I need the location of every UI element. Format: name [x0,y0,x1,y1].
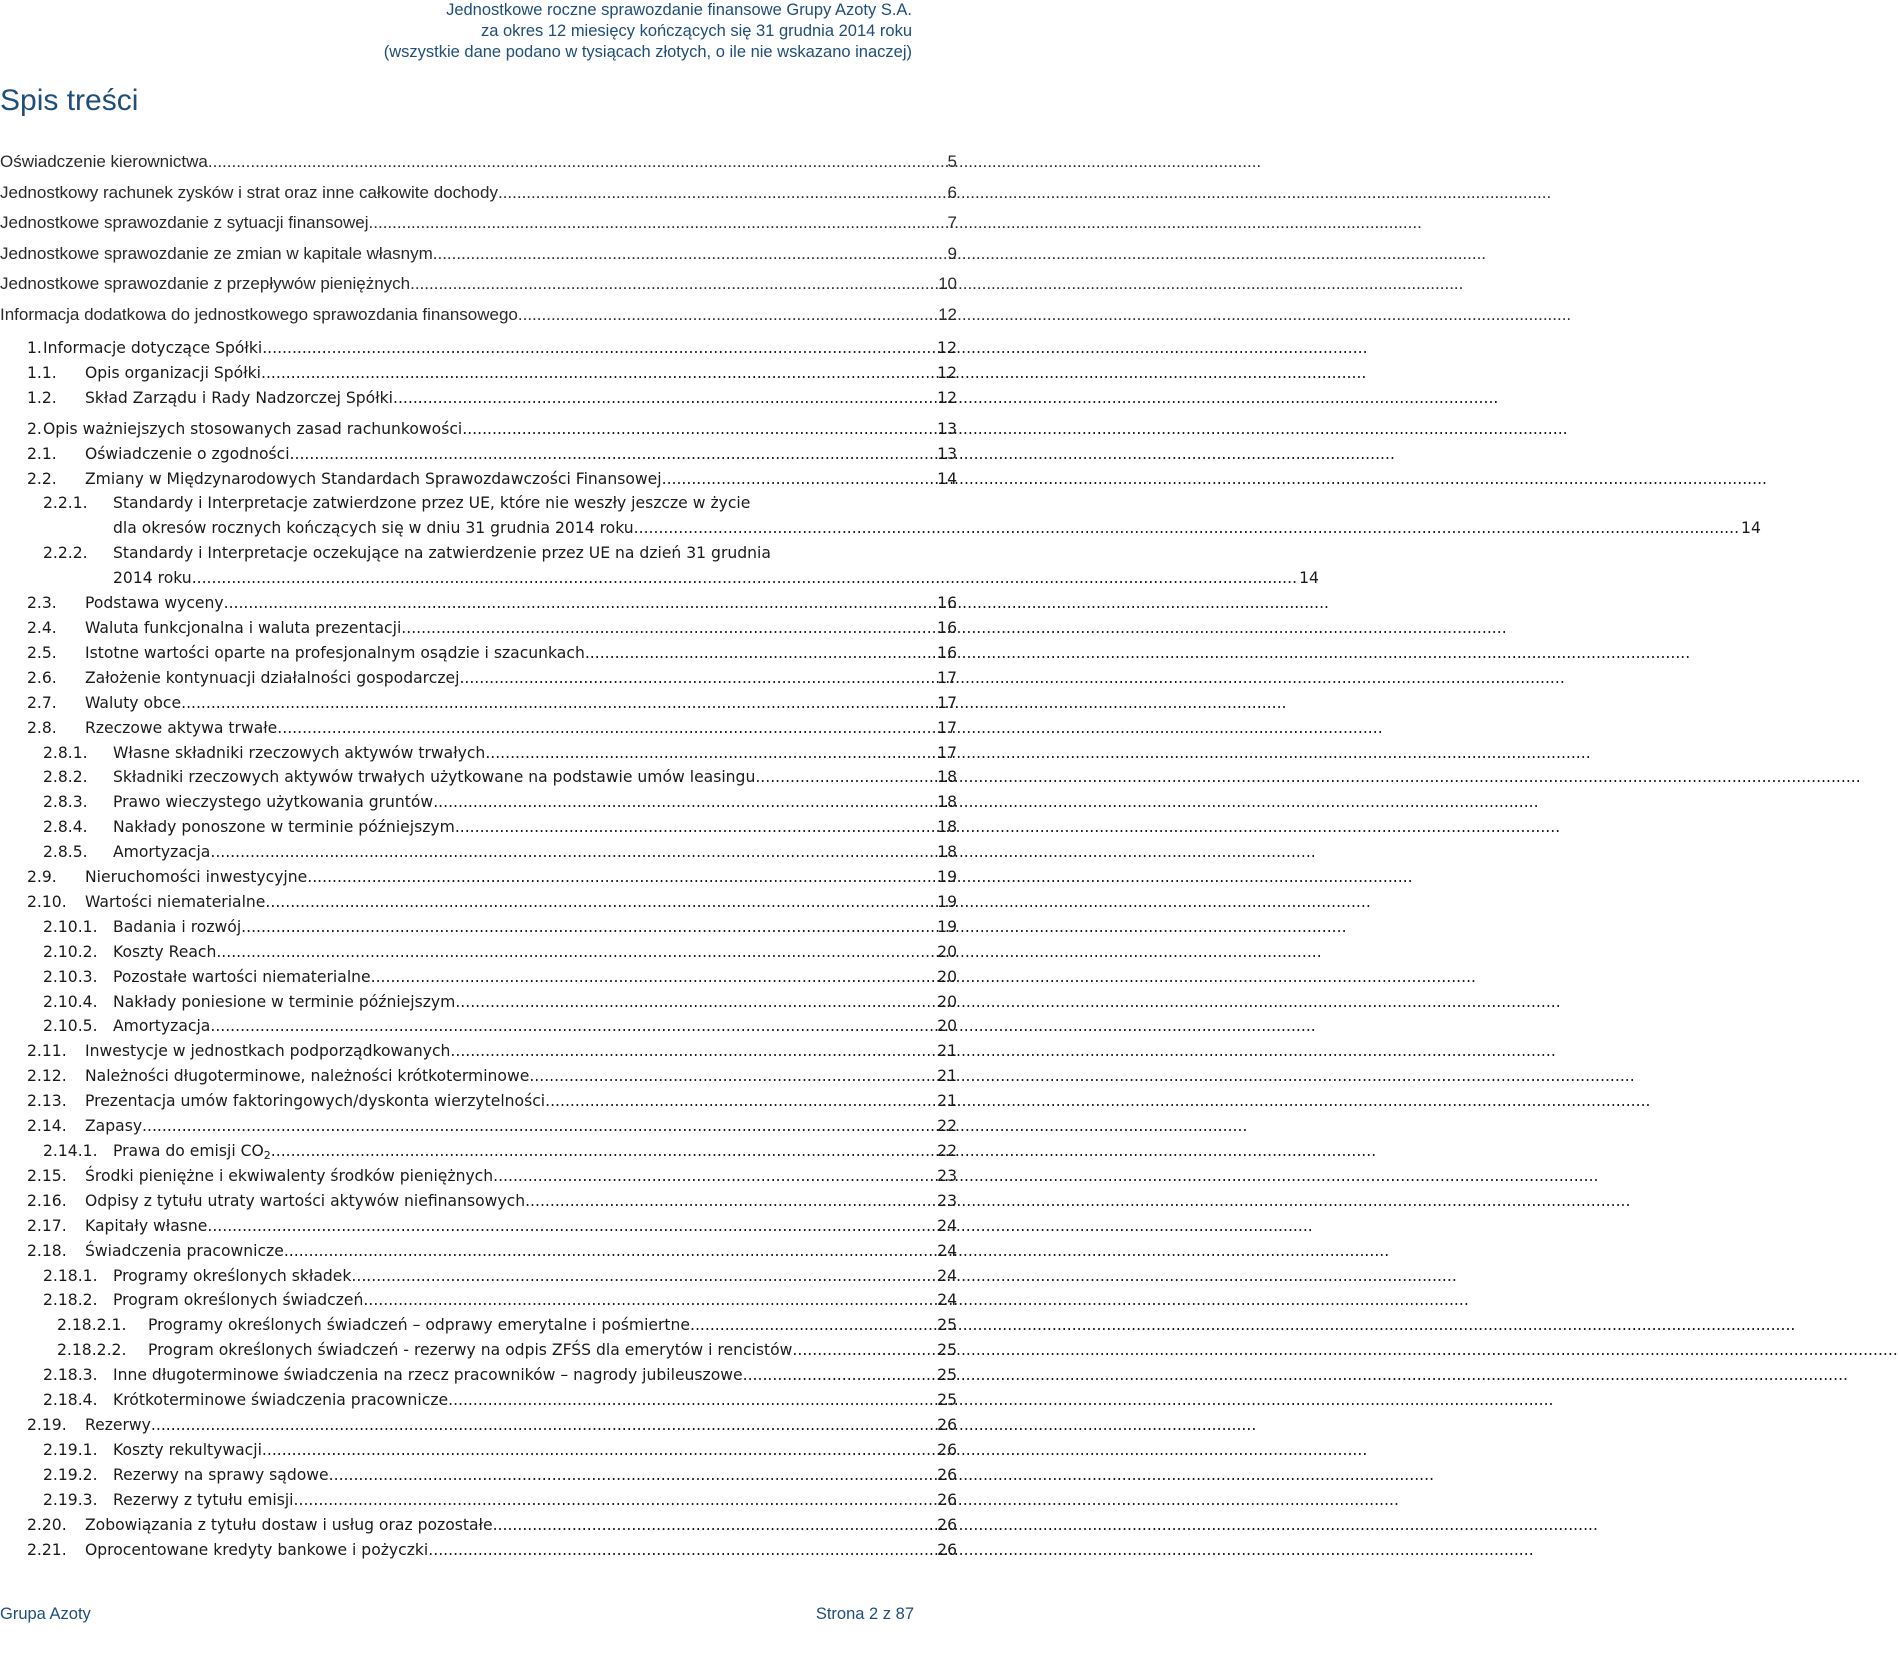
toc-entry-page: 24 [937,1291,957,1310]
toc-entry-number: 2.10.1. [43,917,98,936]
toc-entry[interactable] [0,1139,957,1164]
toc-dot-leader [262,336,935,361]
toc-entry-page: 22 [937,1117,957,1136]
toc-entry-title: Zmiany w Międzynarodowych Standardach Sprawozdawczości Finansowej [85,469,662,488]
toc-entry[interactable] [0,765,957,790]
toc-entry-page: 21 [937,1092,957,1111]
toc-entry[interactable] [0,1313,957,1338]
toc-entry-page: 16 [937,618,957,637]
toc-dot-leader [290,442,936,467]
toc-entry-number: 2.18.1. [43,1266,98,1285]
toc-dot-leader [518,300,936,331]
toc-entry[interactable] [0,1214,957,1239]
toc-entry-title: Informacje dotyczące Spółki [43,339,263,357]
toc-entry-page: 25 [937,1366,957,1385]
toc-entry-number: 2.10.2. [43,942,98,961]
toc-entry-number: 2.5. [27,643,57,662]
page-footer [0,1605,914,1624]
toc-entry-page: 14 [1741,519,1761,538]
toc-entry-title: Odpisy z tytułu utraty wartości aktywów niefinansowych [85,1191,526,1210]
toc-dot-leader [450,1039,935,1064]
toc-entry-title: Prawa do emisji $CO_2$ [113,1142,271,1162]
toc-dot-leader [393,386,935,411]
toc-entry-page: 24 [937,1241,957,1260]
toc-entry-title: Jednostkowe sprawozdanie z przepływów pieniężnych [0,274,411,293]
toc-entry[interactable] [0,790,957,815]
toc-entry-title: Opis ważniejszych stosowanych zasad rachunkowości [43,419,463,438]
toc-dot-leader [151,1413,935,1438]
toc-entry-number: 2.9. [27,868,57,887]
toc-entry[interactable] [0,741,957,766]
toc-entry[interactable] [0,940,957,965]
toc-entry-title: Jednostkowe sprawozdanie ze zmian w kapitale własnym [0,243,433,263]
header-period: za okres 12 miesięcy kończących się 31 grudnia 2014 roku [480,22,912,40]
toc-entry-page: 18 [937,768,957,787]
toc-entry-title: Amortyzacja [113,1017,211,1036]
toc-entry-title: Opis organizacji Spółki [85,363,262,382]
toc-entry-number: 2.19.1. [43,1440,98,1459]
toc-entry-title: Rezerwy na sprawy sądowe [113,1465,329,1484]
toc-entry-page: 26 [937,1465,957,1484]
toc-dot-leader [401,616,935,641]
toc-entry[interactable] [0,1039,957,1064]
toc-dot-leader [181,691,935,716]
toc-dot-leader [662,467,936,492]
toc-entry-title: Koszty rekultywacji [113,1440,262,1459]
toc-entry-page: 18 [937,843,957,862]
toc-entry-page: 16 [937,643,957,662]
toc-entry[interactable] [0,1288,957,1313]
toc-dot-leader [369,208,946,239]
toc-entry[interactable] [0,386,957,411]
toc-entry-title: dla okresów rocznych kończących się w dniu 31 grudnia 2014 roku [113,519,634,538]
toc-entry-subscript: 2 [263,1149,271,1162]
toc-entry-page: 6 [947,182,957,202]
toc-entry[interactable] [0,1438,957,1463]
toc-entry-number: 2.17. [27,1216,67,1235]
toc-dot-leader [142,1114,935,1139]
toc-entry-number: 2.14. [27,1117,67,1136]
toc-entry-number: 2.10.4. [43,992,98,1011]
toc-entry[interactable] [0,1338,957,1363]
toc-entry-number: 2.14.1. [43,1142,98,1160]
toc-entry-number: 2.10.5. [43,1017,98,1036]
toc-entry-title: Prawo wieczystego użytkowania gruntów [113,793,434,812]
toc-entry[interactable] [0,1164,957,1189]
toc-entry[interactable] [0,1014,957,1039]
toc-entry-number: 2.8.1. [43,743,88,762]
toc-entry-number: 2.4. [27,618,57,637]
toc-entry-title: Program określonych świadczeń - rezerwy na odpis ZFŚS dla emerytów i rencistów [148,1341,793,1360]
toc-entry-title: 2014 roku [113,569,192,588]
toc-dot-leader [428,1538,935,1563]
toc-entry[interactable] [0,1264,957,1289]
toc-entry-number: 2.2.2. [43,544,88,563]
toc-entry-page: 7 [947,213,957,232]
toc-dot-leader [261,361,935,386]
toc-entry-number: 1. [27,339,42,357]
toc-entry-page: 12 [937,363,957,382]
toc-entry-number: 2.8.3. [43,793,88,812]
toc-dot-leader [525,1189,935,1214]
toc-entry[interactable] [0,417,957,442]
toc-entry-page: 24 [937,1266,957,1285]
toc-dot-leader [455,990,935,1015]
toc-dot-leader [207,1214,935,1239]
toc-entry-title: Nieruchomości inwestycyjne [85,868,308,887]
toc-entry-page: 21 [937,1067,957,1086]
toc-entry[interactable] [0,1089,957,1114]
toc-entry-title: Skład Zarządu i Rady Nadzorczej Spółki [85,388,394,407]
toc-entry-title: Oprocentowane kredyty bankowe i pożyczki [85,1540,429,1559]
toc-entry[interactable] [0,915,957,940]
toc-entry-title: Badania i rozwój [113,917,242,936]
toc-entry-title: Rezerwy [85,1415,151,1434]
toc-entry-number: 2.18.2. [43,1291,98,1310]
footer-page-number: Strona 2 z 87 [815,1605,914,1623]
toc-entry-number: 2.19.3. [43,1490,98,1509]
page-header [384,0,912,63]
toc-entry[interactable] [0,239,957,270]
toc-entry[interactable] [0,641,957,666]
toc-entry-page: 19 [937,917,957,936]
toc-entry-title: Założenie kontynuacji działalności gospodarczej [85,668,460,687]
toc-entry[interactable] [0,1114,957,1139]
toc-entry-page: 23 [937,1191,957,1210]
toc-entry-number: 2.2.1. [43,494,88,513]
toc-entry[interactable] [0,815,957,840]
toc-entry-title: Krótkoterminowe świadczenia pracownicze [113,1391,449,1410]
toc-entry-title: Amortyzacja [113,843,211,862]
toc-entry[interactable] [0,1363,957,1388]
toc-entry-page: 16 [937,594,957,613]
toc-entry-number: 2.18.4. [43,1391,98,1410]
toc-entry-page: 17 [937,668,957,687]
toc-dot-leader [493,1513,936,1538]
toc-dot-leader [755,765,935,790]
toc-entry-page: 19 [937,868,957,887]
toc-entry[interactable] [0,442,957,467]
toc-dot-leader [277,716,935,741]
toc-entry[interactable] [0,840,957,865]
toc-dot-leader [529,1064,935,1089]
toc-entry-title: Standardy i Interpretacje oczekujące na zatwierdzenie przez UE na dzień 31 grudnia [113,544,771,563]
toc-entry-number: 2.8.5. [43,843,88,862]
toc-entry-number: 2.10. [27,892,67,911]
toc-entry-page: 19 [937,892,957,911]
toc-dot-leader [485,741,935,766]
toc-entry-page: 20 [937,1017,957,1036]
toc-dot-leader [351,1264,935,1289]
toc-entry-number: 2.18.2.2. [57,1341,127,1360]
toc-entry[interactable] [0,865,957,890]
toc-dot-leader [284,1239,935,1264]
toc-entry-title: Zobowiązania z tytułu dostaw i usług oraz pozostałe [85,1515,493,1534]
toc-entry-title: Oświadczenie kierownictwa [0,152,208,171]
toc-entry-number: 2.10.3. [43,967,98,986]
toc-entry-title: Zapasy [85,1117,143,1136]
toc-entry-number: 2.19.2. [43,1465,98,1484]
toc-entry-page: 9 [947,243,957,263]
toc-entry-page: 14 [1299,569,1319,588]
toc-entry[interactable] [0,269,957,300]
toc-dot-leader [455,815,935,840]
toc-entry[interactable] [0,990,957,1015]
toc-entry-page: 20 [937,942,957,961]
toc-entry[interactable] [0,361,957,386]
toc-dot-leader [498,178,946,209]
toc-entry-number: 2.3. [27,594,57,613]
toc-entry-title: Inwestycje w jednostkach podporządkowanych [85,1042,451,1061]
toc-entry[interactable] [0,1239,957,1264]
toc-entry-title: Oświadczenie o zgodności [85,444,290,463]
toc-entry-title: Programy określonych świadczeń – odprawy emerytalne i pośmiertne [148,1316,691,1335]
toc-entry-page: 13 [937,419,957,438]
header-title: Jednostkowe roczne sprawozdanie finansowe Grupy Azoty S.A. [446,1,912,19]
toc-dot-leader [210,840,935,865]
toc-entry[interactable] [0,965,957,990]
toc-entry-page: 18 [937,793,957,812]
toc-dot-leader [792,1338,935,1363]
toc-entry[interactable] [0,491,1761,541]
toc-entry-title: Pozostałe wartości niematerialne [113,967,371,986]
toc-entry-title: Informacja dodatkowa do jednostkowego sprawozdania finansowego [0,304,518,324]
toc-entry[interactable] [0,1488,957,1513]
toc-entry-number: 2.8.2. [43,768,88,787]
toc-entry-title: Nakłady poniesione w terminie późniejszym [113,992,456,1011]
toc-entry-page: 17 [937,693,957,712]
toc-dot-leader [448,1388,935,1413]
toc-dot-leader [585,641,935,666]
toc-entry-title: Standardy i Interpretacje zatwierdzone przez UE, które nie weszły jeszcze w życie [113,494,751,513]
toc-entry[interactable] [0,1064,957,1089]
toc-entry[interactable] [0,1513,957,1538]
toc-dot-leader [210,1014,935,1039]
toc-entry-page: 26 [937,1515,957,1534]
toc-entry-title: Własne składniki rzeczowych aktywów trwałych [113,743,486,762]
toc-entry-number: 2.19. [27,1415,67,1434]
toc-entry-page: 14 [937,469,957,488]
toc-dot-leader [241,915,935,940]
toc-entry-title: Kapitały własne [85,1216,208,1235]
toc-entry-page: 17 [937,743,957,762]
table-of-contents [0,147,1761,1562]
toc-entry-page: 12 [937,339,957,357]
toc-entry-page: 26 [937,1415,957,1434]
toc-entry[interactable] [0,1189,957,1214]
toc-dot-leader [634,516,1739,541]
toc-entry-page: 12 [938,304,957,324]
toc-entry-page: 23 [937,1166,957,1185]
toc-entry-title: Istotne wartości oparte na profesjonalnym osądzie i szacunkach [85,643,585,662]
toc-entry-number: 2.18. [27,1241,67,1260]
toc-entry[interactable] [0,591,957,616]
toc-entry-number: 1.2. [27,388,57,407]
toc-entry[interactable] [0,1413,957,1438]
toc-entry-number: 2.8. [27,718,57,737]
toc-entry-page: 20 [937,967,957,986]
toc-dot-leader [271,1139,935,1164]
toc-entry-title: Inne długoterminowe świadczenia na rzecz pracowników – nagrody jubileuszowe [113,1366,743,1385]
toc-entry-title: Jednostkowy rachunek zysków i strat oraz inne całkowite dochody [0,182,498,202]
toc-entry-number: 2.21. [27,1540,67,1559]
toc-entry-title: Koszty Reach [113,942,217,961]
toc-entry-title: Podstawa wyceny [85,594,224,613]
toc-entry-title: Wartości niematerialne [85,892,266,911]
toc-entry[interactable] [0,616,957,641]
toc-entry-number: 2.2. [27,469,57,488]
toc-entry-page: 5 [947,152,957,171]
toc-entry-page: 17 [937,718,957,737]
toc-entry-title: Waluta funkcjonalna i waluta prezentacji [85,618,402,637]
footer-company: Grupa Azoty [0,1605,91,1623]
toc-entry-number: 2.13. [27,1092,67,1111]
toc-entry-title: Programy określonych składek [113,1266,352,1285]
toc-entry[interactable] [0,336,957,361]
toc-dot-leader [462,417,935,442]
toc-dot-leader [265,890,935,915]
toc-dot-leader [690,1313,935,1338]
toc-entry-page: 25 [937,1391,957,1410]
toc-dot-leader [329,1463,936,1488]
toc-entry[interactable] [0,1538,957,1563]
toc-entry-number: 2.6. [27,668,57,687]
toc-entry[interactable] [0,467,957,492]
toc-entry-title: Należności długoterminowe, należności krótkoterminowe [85,1067,530,1086]
toc-entry-page: 25 [937,1316,957,1335]
toc-entry[interactable] [0,666,957,691]
toc-entry-number: 2.18.3. [43,1366,98,1385]
toc-entry-number: 2.1. [27,444,57,463]
toc-entry-number: 2.18.2.1. [57,1316,127,1335]
toc-dot-leader [410,269,936,300]
toc-entry-title: Rezerwy z tytułu emisji [113,1490,294,1509]
toc-entry-title: Składniki rzeczowych aktywów trwałych użytkowane na podstawie umów leasingu [113,768,756,787]
toc-entry-page: 25 [937,1341,957,1360]
toc-entry[interactable] [0,716,957,741]
toc-entry-number: 2.11. [27,1042,67,1061]
toc-entry-number: 2.8.4. [43,818,88,837]
toc-dot-leader [307,865,935,890]
toc-entry-number: 2.12. [27,1067,67,1086]
toc-entry[interactable] [0,541,1319,591]
toc-entry[interactable] [0,890,957,915]
header-note: (wszystkie dane podano w tysiącach złotych, o ile nie wskazano inaczej) [383,43,912,61]
toc-dot-leader [208,147,946,178]
toc-entry[interactable] [0,1463,957,1488]
toc-entry[interactable] [0,691,957,716]
toc-entry-page: 22 [937,1142,957,1160]
toc-entry-page: 24 [937,1216,957,1235]
toc-dot-leader [433,790,935,815]
toc-dot-leader [493,1164,935,1189]
toc-dot-leader [743,1363,936,1388]
toc-entry-title: Jednostkowe sprawozdanie z sytuacji finansowej [0,213,369,232]
toc-entry[interactable] [0,178,957,209]
toc-dot-leader [192,566,1297,591]
toc-entry-page: 10 [938,274,957,293]
toc-entry[interactable] [0,1388,957,1413]
toc-entry-title: Prezentacja umów faktoringowych/dyskonta wierzytelności [85,1092,546,1111]
toc-dot-leader [545,1089,935,1114]
toc-entry-number: 2.15. [27,1166,67,1185]
toc-entry-page: 26 [937,1540,957,1559]
toc-entry[interactable] [0,147,957,178]
toc-dot-leader [371,965,936,990]
toc-title: Spis treści [0,84,139,117]
toc-entry[interactable] [0,300,957,331]
toc-entry-number: 2. [27,419,42,438]
toc-dot-leader [216,940,935,965]
toc-dot-leader [262,1438,935,1463]
toc-entry-number: 2.7. [27,693,57,712]
toc-entry-page: 20 [937,992,957,1011]
toc-entry-number: 2.20. [27,1515,67,1534]
toc-entry-page: 12 [937,388,957,407]
toc-entry[interactable] [0,208,957,239]
toc-entry-title: Waluty obce [85,693,182,712]
toc-dot-leader [433,239,946,270]
toc-entry-title: Nakłady ponoszone w terminie późniejszym [113,818,455,837]
toc-entry-title: Świadczenia pracownicze [85,1241,284,1260]
toc-entry-page: 21 [937,1042,957,1061]
toc-entry-number: 1.1. [27,363,57,382]
toc-entry-page: 13 [937,444,957,463]
toc-entry-number: 2.16. [27,1191,67,1210]
toc-entry-title: Rzeczowe aktywa trwałe [85,718,278,737]
toc-entry-page: 18 [937,818,957,837]
toc-dot-leader [294,1488,936,1513]
toc-dot-leader [224,591,936,616]
toc-entry-page: 26 [937,1490,957,1509]
toc-dot-leader [459,666,935,691]
toc-entry-page: 26 [937,1440,957,1459]
toc-entry-title: Program określonych świadczeń [113,1291,364,1310]
toc-entry-title: Środki pieniężne i ekwiwalenty środków pieniężnych [85,1166,494,1185]
toc-dot-leader [363,1288,935,1313]
